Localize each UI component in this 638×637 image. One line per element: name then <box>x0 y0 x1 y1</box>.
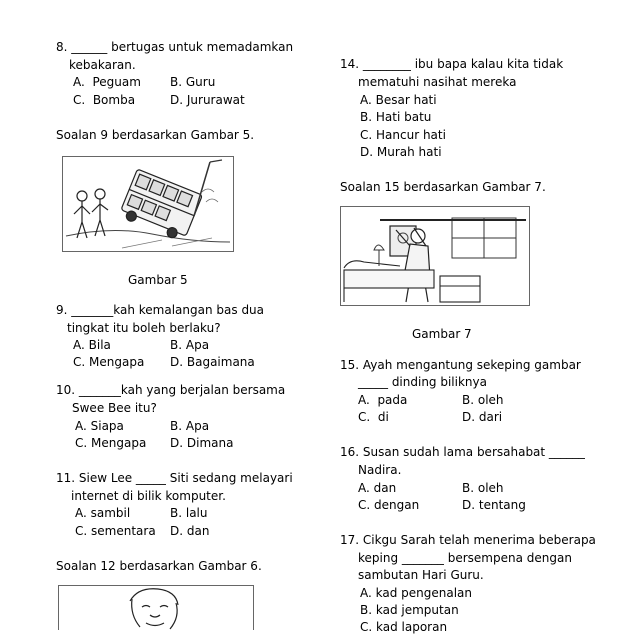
question-10-option-b: B. Apa <box>170 419 210 433</box>
question-14-stem: 14. ________ ibu bapa kalau kita tidak <box>340 57 564 71</box>
question-17-option-b: B. kad jemputan <box>360 603 459 617</box>
question-8-stem: 8. ______ bertugas untuk memadamkan <box>56 40 294 54</box>
question-16-option-a: A. dan <box>358 481 397 495</box>
question-9-option-b: B. Apa <box>170 338 210 352</box>
gambar-6-man-illustration <box>58 585 254 630</box>
question-8-stem-cont: kebakaran. <box>69 58 136 72</box>
question-16-stem-cont: Nadira. <box>358 463 402 477</box>
question-8-option-a: A. Peguam <box>73 75 141 89</box>
question-15-stem-cont: _____ dinding biliknya <box>358 375 487 389</box>
question-11-stem: 11. Siew Lee _____ Siti sedang melayari <box>56 471 293 485</box>
gambar-7-hanging-picture-illustration <box>340 206 530 306</box>
question-9-stem: 9. _______kah kemalangan bas dua <box>56 303 265 317</box>
question-15-stem: 15. Ayah mengantung sekeping gambar <box>340 358 581 372</box>
soalan-12-heading: Soalan 12 berdasarkan Gambar 6. <box>56 559 262 573</box>
question-11-option-b: B. lalu <box>170 506 208 520</box>
question-11-option-d: D. dan <box>170 524 210 538</box>
question-10-option-a: A. Siapa <box>75 419 124 433</box>
question-16-option-b: B. oleh <box>462 481 504 495</box>
question-17-option-c: C. kad laporan <box>360 620 448 634</box>
question-10-stem-cont: Swee Bee itu? <box>72 401 157 415</box>
gambar-7-caption: Gambar 7 <box>412 327 472 341</box>
question-8-option-b: B. Guru <box>170 75 216 89</box>
question-14-stem-cont: mematuhi nasihat mereka <box>358 75 517 89</box>
question-11-option-c: C. sementara <box>75 524 156 538</box>
question-11-stem-cont: internet di bilik komputer. <box>71 489 226 503</box>
gambar-5-caption: Gambar 5 <box>128 273 188 287</box>
question-9-option-d: D. Bagaimana <box>170 355 255 369</box>
question-16-option-d: D. tentang <box>462 498 526 512</box>
question-10-option-c: C. Mengapa <box>75 436 147 450</box>
question-9-option-a: A. Bila <box>73 338 111 352</box>
question-17-option-a: A. kad pengenalan <box>360 586 473 600</box>
question-14-option-d: D. Murah hati <box>360 145 442 159</box>
question-10-stem: 10. _______kah yang berjalan bersama <box>56 383 286 397</box>
question-8-option-c: C. Bomba <box>73 93 136 107</box>
soalan-15-heading: Soalan 15 berdasarkan Gambar 7. <box>340 180 546 194</box>
gambar-5-bus-accident-illustration <box>62 156 234 252</box>
question-15-option-d: D. dari <box>462 410 503 424</box>
question-14-option-c: C. Hancur hati <box>360 128 446 142</box>
question-9-stem-cont: tingkat itu boleh berlaku? <box>67 321 221 335</box>
soalan-9-heading: Soalan 9 berdasarkan Gambar 5. <box>56 128 255 142</box>
question-16-option-c: C. dengan <box>358 498 420 512</box>
question-16-stem: 16. Susan sudah lama bersahabat ______ <box>340 445 585 459</box>
question-17-stem-cont: keping _______ bersempena dengan <box>358 551 572 565</box>
question-15-option-a: A. pada <box>358 393 408 407</box>
question-11-option-a: A. sambil <box>75 506 131 520</box>
question-14-option-b: B. Hati batu <box>360 110 432 124</box>
question-17-stem-cont-2: sambutan Hari Guru. <box>358 568 484 582</box>
question-8-option-d: D. Jururawat <box>170 93 245 107</box>
question-15-option-c: C. di <box>358 410 389 424</box>
question-9-option-c: C. Mengapa <box>73 355 145 369</box>
question-10-option-d: D. Dimana <box>170 436 234 450</box>
question-15-option-b: B. oleh <box>462 393 504 407</box>
question-17-stem: 17. Cikgu Sarah telah menerima beberapa <box>340 533 596 547</box>
question-14-option-a: A. Besar hati <box>360 93 437 107</box>
